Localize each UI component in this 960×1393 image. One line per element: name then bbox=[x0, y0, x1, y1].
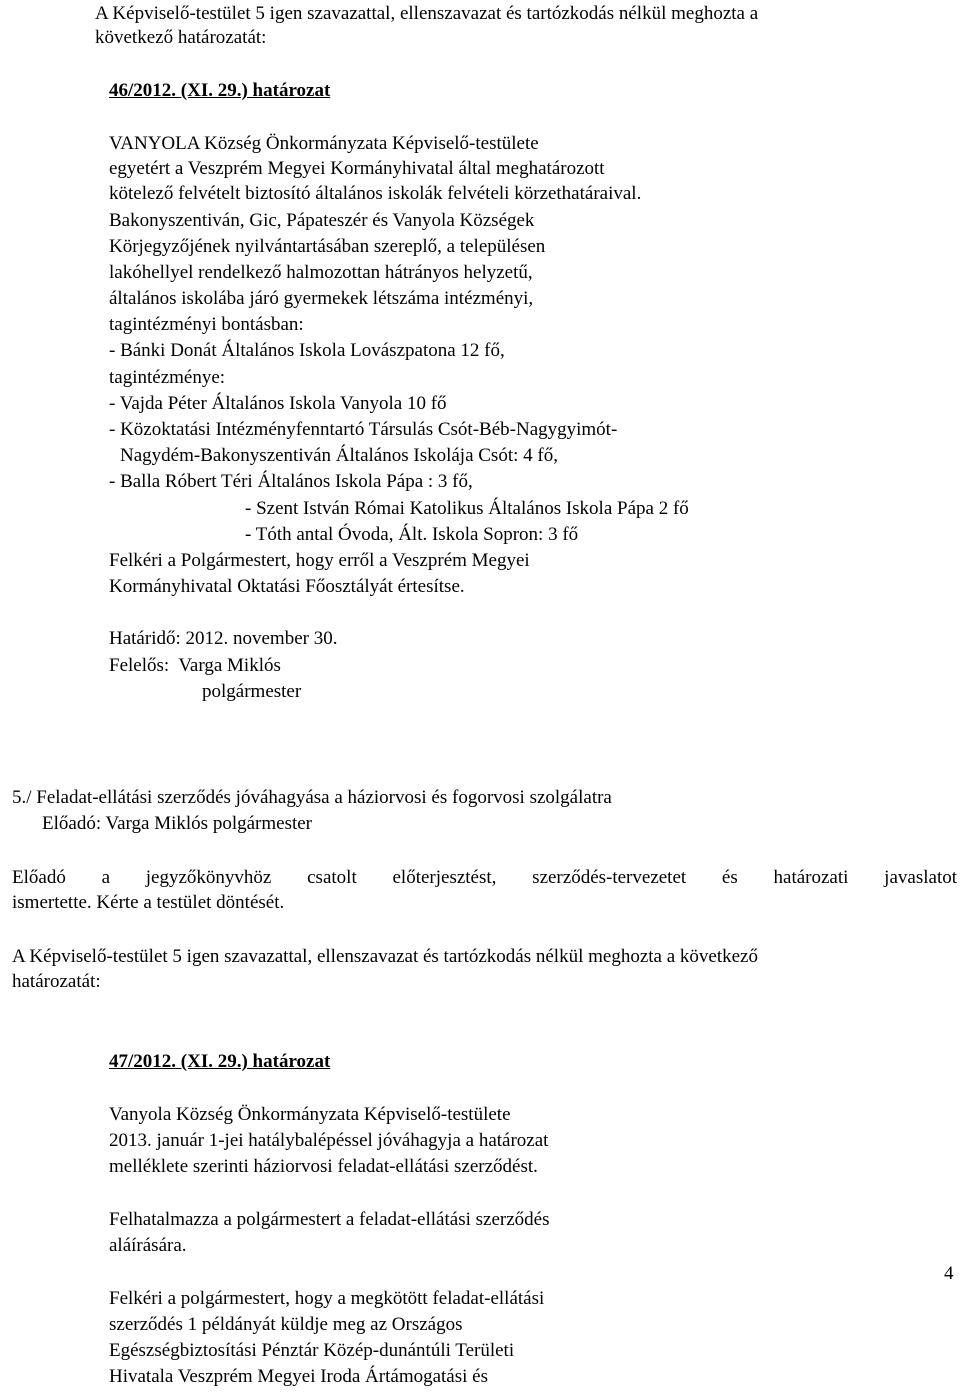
resolution-line: 2013. január 1-jei hatálybalépéssel jóváhagyja a határozat bbox=[109, 1130, 549, 1151]
body-line: Kormányhivatal Oktatási Főosztályát értesítse. bbox=[109, 576, 465, 597]
body-line: Felkéri a Polgármestert, hogy erről a Veszprém Megyei bbox=[109, 550, 530, 571]
school-item: - Bánki Donát Általános Iskola Lovászpatona 12 fő, bbox=[109, 340, 505, 361]
resolution-line: Felkéri a polgármestert, hogy a megkötött feladat-ellátási bbox=[109, 1288, 545, 1309]
intro-line-2: következő határozatát: bbox=[95, 27, 267, 48]
school-item: - Szent István Római Katolikus Általános Iskola Pápa 2 fő bbox=[245, 498, 689, 519]
body-line: általános iskolába járó gyermekek létszáma intézményi, bbox=[109, 288, 534, 309]
resolution-title-46: 46/2012. (XI. 29.) határozat bbox=[109, 80, 331, 101]
section-heading: 5./ Feladat-ellátási szerződés jóváhagyása a háziorvosi és fogorvosi szolgálatra bbox=[12, 787, 612, 808]
resolution-line: Felhatalmazza a polgármestert a feladat-ellátási szerződés bbox=[109, 1209, 550, 1230]
school-item: - Tóth antal Óvoda, Ált. Iskola Sopron: 3 fő bbox=[245, 524, 579, 545]
body-line: tagintézményi bontásban: bbox=[109, 314, 304, 335]
school-item: - Balla Róbert Téri Általános Iskola Pápa : 3 fő, bbox=[109, 471, 473, 492]
paragraph-line-1: Előadó a jegyzőkönyvhöz csatolt előterjesztést, szerződés-tervezetet és határozati javaslatot bbox=[12, 867, 957, 888]
body-line: tagintézménye: bbox=[109, 367, 226, 388]
body-line: lakóhellyel rendelkező halmozottan hátrányos helyzetű, bbox=[109, 262, 533, 283]
body-line: VANYOLA Község Önkormányzata Képviselő-testülete bbox=[109, 133, 539, 154]
vote-line-1: A Képviselő-testület 5 igen szavazattal, ellenszavazat és tartózkodás nélkül meghozta a következő bbox=[12, 946, 758, 967]
paragraph-line-2: ismertette. Kérte a testület döntését. bbox=[12, 892, 285, 913]
body-line: egyetért a Veszprém Megyei Kormányhivatal által meghatározott bbox=[109, 158, 605, 179]
page-number: 4 bbox=[944, 1263, 954, 1284]
school-item: Nagydém-Bakonyszentiván Általános Iskolája Csót: 4 fő, bbox=[120, 445, 558, 466]
school-item: - Vajda Péter Általános Iskola Vanyola 10 fő bbox=[109, 393, 447, 414]
responsible: Felelős: Varga Miklós bbox=[109, 655, 281, 676]
deadline: Határidő: 2012. november 30. bbox=[109, 628, 338, 649]
vote-line-2: határozatát: bbox=[12, 971, 101, 992]
resolution-line: Egészségbiztosítási Pénztár Közép-dunántúli Területi bbox=[109, 1340, 515, 1361]
resolution-line: melléklete szerinti háziorvosi feladat-ellátási szerződést. bbox=[109, 1156, 538, 1177]
resolution-line: szerződés 1 példányát küldje meg az Országos bbox=[109, 1314, 463, 1335]
presenter: Előadó: Varga Miklós polgármester bbox=[42, 813, 312, 834]
responsible-title: polgármester bbox=[202, 681, 302, 702]
body-line: kötelező felvételt biztosító általános iskolák felvételi körzethatáraival. bbox=[109, 183, 642, 204]
resolution-title-47: 47/2012. (XI. 29.) határozat bbox=[109, 1051, 331, 1072]
body-line: Körjegyzőjének nyilvántartásában szereplő, a településen bbox=[109, 236, 546, 257]
body-line: Bakonyszentiván, Gic, Pápateszér és Vanyola Községek bbox=[109, 210, 535, 231]
intro-line-1: A Képviselő-testület 5 igen szavazattal, ellenszavazat és tartózkodás nélkül meghozta a bbox=[95, 3, 759, 24]
resolution-line: Hivatala Veszprém Megyei Iroda Ártámogatási és bbox=[109, 1366, 488, 1387]
school-item: - Közoktatási Intézményfenntartó Társulás Csót-Béb-Nagygyimót- bbox=[109, 419, 618, 440]
resolution-line: Vanyola Község Önkormányzata Képviselő-testülete bbox=[109, 1104, 511, 1125]
resolution-line: aláírására. bbox=[109, 1235, 187, 1256]
